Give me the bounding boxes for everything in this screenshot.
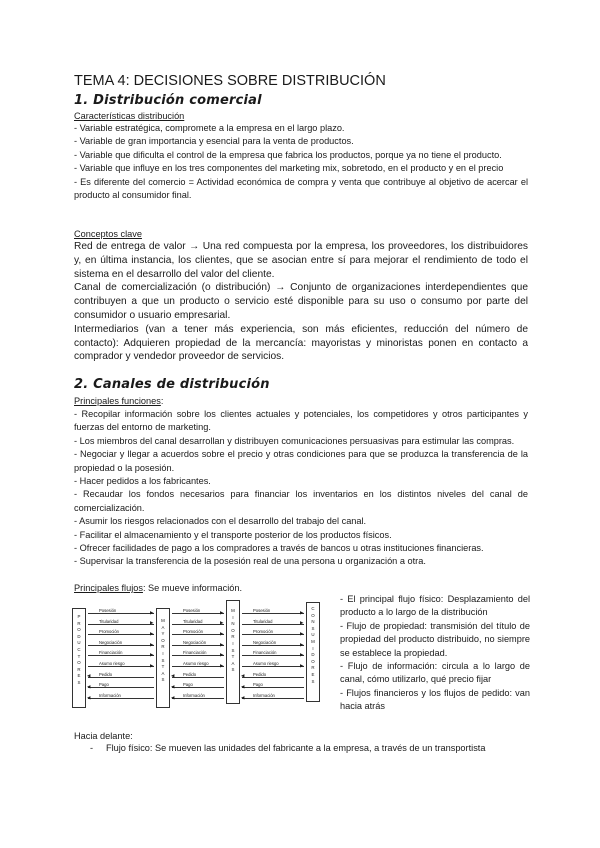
- flow-label: Financiación: [253, 650, 277, 656]
- list-item: - Variable que dificulta el control de la empresa que fabrica los productos, porque ya no tiene el producto.: [74, 149, 502, 160]
- flow-arrow: [88, 624, 154, 625]
- flow-arrow-head: ▶: [220, 641, 224, 647]
- section-heading-distribucion: 1. Distribución comercial: [74, 93, 262, 108]
- diagram-label-minoristas: [226, 608, 240, 674]
- page-title: TEMA 4: DECISIONES SOBRE DISTRIBUCIÓN: [74, 73, 386, 89]
- subheading-caracteristicas: Características distribución: [74, 111, 185, 121]
- flow-arrow: [172, 677, 224, 678]
- list-item: - Variable estratégica, compromete a la empresa en el largo plazo.: [74, 123, 345, 133]
- list-item: - Flujos financieros y los flujos de pedido: van hacia atrás: [340, 687, 530, 712]
- flow-label: Promoción: [183, 629, 204, 635]
- flow-arrow-head: ▶: [150, 641, 154, 647]
- flow-arrow-head: ◀: [87, 673, 91, 679]
- subheading-funciones: Principales funciones: [74, 396, 161, 406]
- flow-label: Promoción: [99, 629, 120, 635]
- diagram-label-productores: [72, 614, 86, 687]
- flow-arrow-head: ▶: [220, 620, 224, 626]
- list-item: - Negociar y llegar a acuerdos sobre el precio y otras condiciones para que se produzca la transferencia de la propiedad o la posesión.: [74, 449, 528, 473]
- list-item: Canal de comercialización (o distribución) → Conjunto de organizaciones interdependientes que contribuyen a que un producto o servicio esté disponible para su uso o consumo por parte del consumidor o usuario empresarial.: [74, 282, 528, 321]
- list-item-flujo-fisico: Flujo físico: Se mueven las unidades del fabricante a la empresa, a través de un transportista: [106, 743, 486, 753]
- paragraph-hacia-delante: Hacia delante:: [74, 731, 133, 741]
- list-item: - Los miembros del canal desarrollan y distribuyen comunicaciones persuasivas para estimular las compras.: [74, 435, 515, 446]
- list-item: - Supervisar la transferencia de la posesión real de una persona u organización a otra.: [74, 556, 426, 567]
- flow-label: Titularidad: [253, 618, 273, 624]
- flow-arrow-head: ▶: [150, 662, 154, 668]
- flow-label: Titularidad: [99, 618, 119, 624]
- flow-label: Información: [183, 692, 205, 698]
- flow-arrow-head: ▶: [300, 609, 304, 615]
- diagram-label-consumidores: [306, 606, 320, 685]
- flow-label: Pedido: [253, 671, 267, 677]
- flow-arrow-head: ▶: [220, 609, 224, 615]
- flow-arrow: [242, 624, 304, 625]
- flow-arrow-head: ▶: [300, 652, 304, 658]
- flow-label: Posesión: [183, 608, 201, 613]
- list-item: Red de entrega de valor → Una red compuesta por la empresa, los proveedores, los distribuidores y, en última instancia, los clientes, que se asocian entre sí para mejorar el rendimiento de todo el sistema en el desarrollo del valor del cliente.: [74, 241, 528, 280]
- bullet-dash: -: [90, 743, 94, 753]
- diagram-col-label: M A Y O R I S T A S: [161, 618, 165, 683]
- flow-arrow-head: ▶: [150, 620, 154, 626]
- list-item: - El principal flujo físico: Desplazamiento del producto a lo largo de la distribución: [340, 594, 530, 618]
- flow-arrow-head: ◀: [171, 684, 175, 689]
- list-item: Intermediarios (van a tener más experiencia, son más eficientes, reducción del número de contacto): Adquieren propiedad de la mercancía: mayoristas y minoristas ponen en contacto a comprador y vendedor proveedor de servicios.: [74, 323, 528, 363]
- flow-arrow-head: ◀: [87, 694, 91, 700]
- flow-label: Pago: [99, 682, 109, 688]
- paragraph-funciones: [74, 408, 528, 569]
- flow-label: Asumo riesgo: [183, 661, 209, 666]
- flows-diagram: [72, 600, 334, 708]
- list-item: - Variable de gran importancia y esencial para la venta de productos.: [74, 136, 354, 147]
- flow-arrow-head: ▶: [300, 631, 304, 636]
- flow-arrow-head: ▶: [300, 641, 304, 647]
- flow-label: Pedido: [183, 671, 197, 677]
- flow-arrow-head: ▶: [300, 620, 304, 626]
- diagram-col-label: P R O D U C T O R E S: [77, 614, 81, 685]
- subheading-funciones-line: [74, 395, 528, 408]
- flow-arrow-head: ▶: [150, 631, 154, 636]
- flow-arrow-head: ▶: [150, 609, 154, 615]
- list-item: - Asumir los riesgos relacionados con el desarrollo del trabajo del canal.: [74, 516, 367, 527]
- flow-label: Negociación: [99, 639, 123, 645]
- flow-label: Asumo riesgo: [99, 661, 125, 666]
- list-item: - Variable que influye en los tres componentes del marketing mix, sobretodo, en el producto y en el precio: [74, 163, 504, 174]
- flow-arrow: [172, 624, 224, 625]
- flow-label: Titularidad: [183, 618, 203, 624]
- flow-arrow-head: ◀: [241, 684, 245, 689]
- flow-label: Pago: [253, 682, 263, 688]
- flow-label: Posesión: [253, 608, 271, 613]
- flow-arrow-head: ◀: [241, 673, 245, 679]
- flow-label: Promoción: [253, 629, 274, 635]
- flow-arrow-head: ▶: [150, 652, 154, 658]
- flow-arrow-head: ◀: [171, 673, 175, 679]
- flow-arrow-head: ◀: [87, 684, 91, 689]
- diagram-col-label: C O N S U M I D O R E S: [311, 606, 315, 684]
- flow-arrow-head: ◀: [171, 694, 175, 700]
- flow-arrow-head: ▶: [220, 652, 224, 658]
- flow-label: Negociación: [253, 639, 277, 645]
- flow-label: Financiación: [183, 650, 207, 656]
- list-item: - Recopilar información sobre los clientes actuales y potenciales, los competidores y otros participantes y fuerzas del entorno de marketing.: [74, 409, 528, 433]
- list-item: - Recaudar los fondos necesarios para financiar los inventarios en los distintos niveles del canal de comercialización.: [74, 489, 528, 513]
- flow-arrow: [88, 677, 154, 678]
- subheading-conceptos: Conceptos clave: [74, 229, 142, 239]
- list-item: - Flujo de información: circula a lo largo de canal, cómo utilizarlo, qué precio fijar: [340, 661, 530, 685]
- flow-label: Pedido: [99, 671, 113, 677]
- flow-arrow-head: ▶: [300, 662, 304, 668]
- flow-arrow: [242, 677, 304, 678]
- list-item: - Flujo de propiedad: transmisión del título de propiedad del producto distribuido, no siempre se establece la propiedad.: [340, 620, 530, 658]
- flow-label: Posesión: [99, 608, 117, 613]
- subheading-funciones-colon: :: [160, 396, 164, 406]
- flow-label: Pago: [183, 682, 193, 688]
- section-heading-canales: 2. Canales de distribución: [74, 377, 270, 392]
- flow-label: Información: [253, 692, 275, 698]
- flow-label: Información: [99, 692, 121, 698]
- flow-arrow-head: ◀: [241, 694, 245, 700]
- paragraph-caracteristicas: [74, 122, 528, 202]
- diagram-col-label: M I N O R I S T A S: [231, 608, 235, 673]
- list-item: - Es diferente del comercio = Actividad económica de compra y venta que contribuye al objetivo de acercar el producto al consumidor final.: [74, 176, 528, 201]
- subheading-flujos: Principales flujos: [74, 583, 143, 593]
- list-item: - Ofrecer facilidades de pago a los compradores a través de bancos u otras instituciones financieras.: [74, 543, 484, 554]
- flow-arrow-head: ▶: [220, 631, 224, 636]
- diagram-label-mayoristas: [156, 618, 170, 684]
- list-item: - Facilitar el almacenamiento y el transporte posterior de los productos físicos.: [74, 529, 392, 540]
- flow-label: Negociación: [183, 639, 207, 645]
- flow-label: Asumo riesgo: [253, 661, 279, 666]
- paragraph-flujos-side: [340, 593, 530, 714]
- flow-label: Financiación: [99, 650, 123, 656]
- list-item: - Hacer pedidos a los fabricantes.: [74, 476, 211, 487]
- paragraph-conceptos: [74, 240, 528, 364]
- flow-arrow-head: ▶: [220, 662, 224, 668]
- subheading-flujos-suffix: : Se mueve información.: [142, 583, 243, 593]
